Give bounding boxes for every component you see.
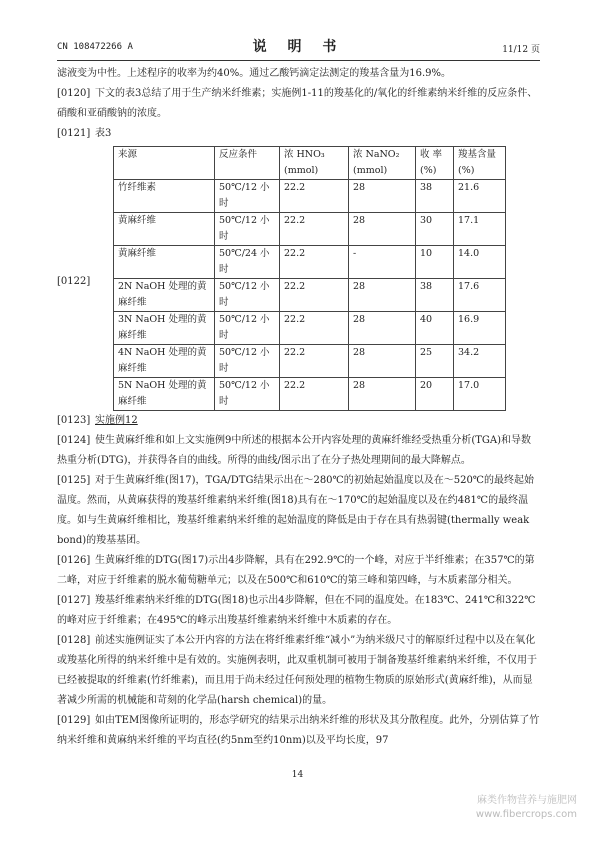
paragraph-number: [0123] — [57, 415, 91, 426]
paragraph-0128 — [57, 631, 540, 711]
table-header-cell: 羧基含量(%) — [454, 147, 506, 180]
table-row — [114, 246, 506, 279]
table-cell: 黄麻纤维 — [114, 246, 215, 279]
paragraph-text: 前述实施例证实了本公开内容的方法在将纤维素纤维“减小”为纳米级尺寸的解原纤过程中以及在氧化或羧基化所得的纳米纤维中是有效的。实施例表明，此双重机制可被用于制备羧基纤维素纳米纤维，不仅用于已经被提取的纤维素(竹纤维素)，而且用于尚未经过任何预处理的植物生物质的原始形式(黄麻纤维)，从而显著减少所需的机械能和苛刻的化学品(harsh chemical)的量。 — [57, 635, 537, 706]
paragraph-number: [0127] — [57, 595, 91, 606]
paragraph-number: [0128] — [57, 635, 91, 646]
table-row — [114, 312, 506, 345]
patent-number: CN 108472266 A — [57, 42, 133, 52]
table-header-cell: 反应条件 — [215, 147, 280, 180]
paragraph-text: 对于生黄麻纤维(图17)，TGA/DTG结果示出在～280℃的初始起始温度以及在～520℃的最终起始温度。然而，从黄麻获得的羧基纤维素纳米纤维(图18)具有在～170℃的起始温度以及在约481℃的最终温度。如与生黄麻纤维相比，羧基纤维素纳米纤维的起始温度的降低是由于存在具有热弱键(thermally weak bond)的羧基基团。 — [57, 475, 534, 546]
table-cell: 2N NaOH 处理的黄麻纤维 — [114, 279, 215, 312]
table-cell: 50℃/12 小时 — [215, 279, 280, 312]
table-caption: 表3 — [95, 128, 112, 139]
table-header-row — [114, 147, 506, 180]
page-indicator: 11/12 页 — [502, 45, 540, 55]
table-cell: 50℃/12 小时 — [215, 378, 280, 411]
document-title: 说 明 书 — [252, 39, 345, 55]
paragraph-0120 — [57, 84, 540, 124]
table-row — [114, 279, 506, 312]
table-cell: 28 — [349, 345, 416, 378]
table-cell: 22.2 — [280, 312, 349, 345]
table-cell: 28 — [349, 378, 416, 411]
table-header-cell: 来源 — [114, 147, 215, 180]
table-cell: 22.2 — [280, 279, 349, 312]
table-cell: 22.2 — [280, 345, 349, 378]
paragraph-0127 — [57, 591, 540, 631]
table-cell: 20 — [416, 378, 454, 411]
paragraph-number: [0121] — [57, 128, 91, 139]
table-cell: 14.0 — [454, 246, 506, 279]
paragraph-number: [0120] — [57, 88, 91, 99]
paragraph-intro: 滤液变为中性。上述程序的收率为约40%。通过乙酸钙滴定法测定的羧基含量为16.9%。 — [57, 68, 451, 79]
table-cell: 3N NaOH 处理的黄麻纤维 — [114, 312, 215, 345]
table-header-cell: 收 率 (%) — [416, 147, 454, 180]
table-cell: - — [349, 246, 416, 279]
paragraph-0125 — [57, 471, 540, 551]
table-cell: 黄麻纤维 — [114, 213, 215, 246]
table-cell: 22.2 — [280, 213, 349, 246]
paragraph-text: 下文的表3总结了用于生产纳米纤维素；实施例1-11的羧基化的/氧化的纤维素纳米纤维的反应条件、硝酸和亚硝酸钠的浓度。 — [57, 88, 538, 119]
table-cell: 50℃/12 小时 — [215, 213, 280, 246]
table-cell: 5N NaOH 处理的黄麻纤维 — [114, 378, 215, 411]
table-cell: 28 — [349, 312, 416, 345]
table-cell: 28 — [349, 279, 416, 312]
table-header-cell: 浓 HNO₃ (mmol) — [280, 147, 349, 180]
table-cell: 17.1 — [454, 213, 506, 246]
table-cell: 50℃/12 小时 — [215, 312, 280, 345]
table-cell: 22.2 — [280, 378, 349, 411]
table-cell: 38 — [416, 180, 454, 213]
table-cell: 38 — [416, 279, 454, 312]
table-row — [114, 378, 506, 411]
table-cell: 4N NaOH 处理的黄麻纤维 — [114, 345, 215, 378]
paragraph-0126 — [57, 551, 540, 591]
table-cell: 10 — [416, 246, 454, 279]
table-cell: 17.6 — [454, 279, 506, 312]
table-cell: 28 — [349, 213, 416, 246]
paragraph-text: 使生黄麻纤维和如上文实施例9中所述的根据本公开内容处理的黄麻纤维经受热重分析(TGA)和导数热重分析(DTG)，并获得各自的曲线。所得的曲线/图示出了在分子热处理期间的最大降解点。 — [57, 435, 532, 466]
watermark-line: www.fibercrops.com — [475, 809, 577, 820]
paragraph-number: [0129] — [57, 715, 91, 726]
table-cell: 16.9 — [454, 312, 506, 345]
paragraph-0129 — [57, 711, 540, 751]
paragraph-text: 生黄麻纤维的DTG(图17)示出4步降解，具有在292.9℃的一个峰，对应于半纤维素；在357℃的第二峰，对应于纤维素的脱水葡萄糖单元；以及在500℃和610℃的第三峰和第四峰，与木质素部分相关。 — [57, 555, 535, 586]
paragraph-0124 — [57, 431, 540, 471]
table-cell: 22.2 — [280, 246, 349, 279]
table-cell: 22.2 — [280, 180, 349, 213]
table-cell: 竹纤维素 — [114, 180, 215, 213]
table-wrapper — [57, 146, 540, 411]
table-cell: 17.0 — [454, 378, 506, 411]
table-row — [114, 345, 506, 378]
data-table — [113, 146, 506, 411]
paragraph-text: 羧基纤维素纳米纤维的DTG(图18)也示出4步降解，但在不同的温度处。在183℃、241℃和322℃的峰对应于纤维素；在495℃的峰示出羧基纤维素纳米纤维中木质素的存在。 — [57, 595, 536, 626]
paragraph-0121 — [57, 124, 540, 144]
table-cell: 50℃/24 小时 — [215, 246, 280, 279]
table-cell: 40 — [416, 312, 454, 345]
table-cell: 34.2 — [454, 345, 506, 378]
watermark — [476, 794, 577, 822]
page-header — [57, 36, 540, 61]
paragraph-number: [0124] — [57, 435, 91, 446]
table-cell: 25 — [416, 345, 454, 378]
table-row — [114, 213, 506, 246]
table-cell: 50℃/12 小时 — [215, 345, 280, 378]
table-row — [114, 180, 506, 213]
document-body — [57, 64, 540, 751]
paragraph-number: [0125] — [57, 475, 91, 486]
section-heading: 实施例12 — [95, 415, 138, 426]
table-header-cell: 浓 NaNO₂ (mmol) — [349, 147, 416, 180]
watermark-line: 麻类作物营养与施肥网 — [477, 795, 577, 806]
paragraph-number: [0122] — [57, 276, 91, 287]
table-cell: 50℃/12 小时 — [215, 180, 280, 213]
page-number: 14 — [291, 770, 304, 780]
table-cell: 21.6 — [454, 180, 506, 213]
table-cell: 30 — [416, 213, 454, 246]
table-cell: 28 — [349, 180, 416, 213]
paragraph-text: 如由TEM图像所证明的，形态学研究的结果示出纳米纤维的形状及其分散程度。此外，分别估算了竹纳米纤维和黄麻纳米纤维的平均直径(约5nm至约10nm)以及平均长度，97 — [57, 715, 540, 746]
paragraph-number: [0126] — [57, 555, 91, 566]
paragraph-0123 — [57, 411, 540, 431]
